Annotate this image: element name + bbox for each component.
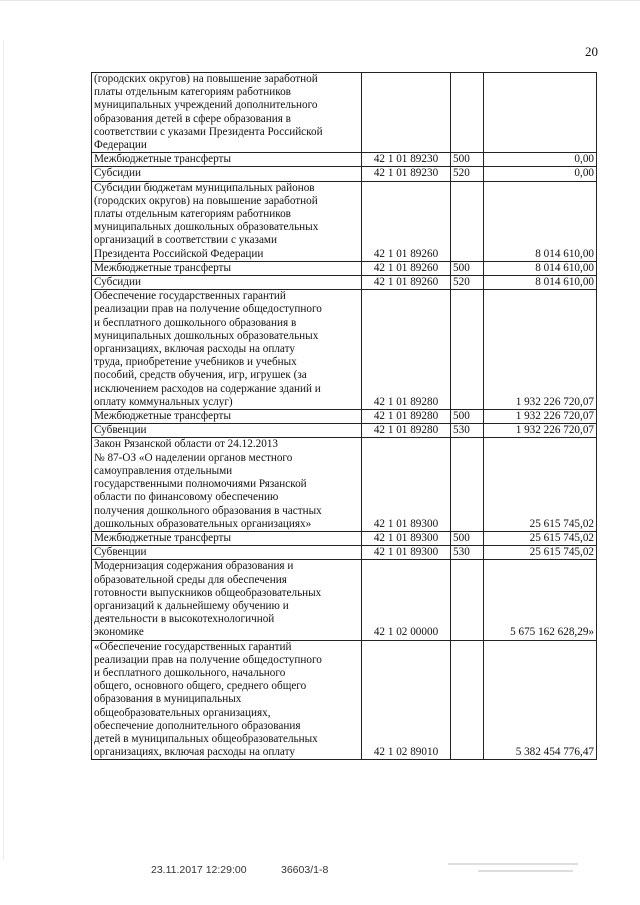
row-name: «Обеспечение государственных гарантий реализации прав на получение общедоступного и бесплатного дошкольного, начального общего, основного общего, среднего общего образования в муниципальных общеобразовательных организациях, обеспечение дополнительного образования детей в муниципальных общеобразовательных организациях, включая расходы на оплату <box>92 640 362 760</box>
row-name: (городских округов) на повышение заработной платы отдельным категориям работников муниципальных учреждений дополнительного образования детей в сфере образования в соответствии с указами Президента Российской Федерации <box>92 73 362 153</box>
table-row <box>92 153 597 167</box>
row-code: 42 1 01 89300 <box>362 531 451 545</box>
row-kind: 500 <box>451 153 484 167</box>
row-code: 42 1 01 89280 <box>362 290 451 410</box>
footer-date: 23.11.2017 12:29:00 <box>151 864 247 876</box>
row-name: Модернизация содержания образования и образовательной среды для обеспечения готовности выпускников общеобразовательных организаций к дальнейшему обучению и деятельности в высокотехнологичной экономике <box>92 560 362 640</box>
row-sum: 25 615 745,02 <box>484 531 597 545</box>
table-row <box>92 546 597 560</box>
row-kind <box>451 73 484 153</box>
row-sum: 8 014 610,00 <box>484 181 597 261</box>
row-name: Субсидии <box>92 276 362 290</box>
row-kind <box>451 560 484 640</box>
table-row <box>92 531 597 545</box>
row-kind: 530 <box>451 546 484 560</box>
row-code <box>362 73 451 153</box>
table-row <box>92 167 597 181</box>
row-kind <box>451 438 484 531</box>
row-code: 42 1 01 89260 <box>362 276 451 290</box>
row-code: 42 1 01 89230 <box>362 167 451 181</box>
row-code: 42 1 01 89300 <box>362 438 451 531</box>
table-row <box>92 560 597 640</box>
faint-stamp <box>448 858 588 882</box>
row-name: Субвенции <box>92 546 362 560</box>
row-name: Межбюджетные трансферты <box>92 410 362 424</box>
row-kind: 530 <box>451 424 484 438</box>
row-name: Межбюджетные трансферты <box>92 531 362 545</box>
row-code: 42 1 01 89300 <box>362 546 451 560</box>
row-kind <box>451 640 484 760</box>
row-name: Субвенции <box>92 424 362 438</box>
table-row <box>92 640 597 760</box>
row-sum: 0,00 <box>484 153 597 167</box>
row-code: 42 1 02 00000 <box>362 560 451 640</box>
table-row <box>92 410 597 424</box>
row-kind: 520 <box>451 167 484 181</box>
row-code: 42 1 01 89260 <box>362 181 451 261</box>
row-name: Субсидии бюджетам муниципальных районов (городских округов) на повышение заработной платы отдельным категориям работников муниципальных дошкольных образовательных организаций в соответствии с указами Президента Российской Федерации <box>92 181 362 261</box>
table-row <box>92 261 597 275</box>
row-sum: 1 932 226 720,07 <box>484 290 597 410</box>
row-sum: 8 014 610,00 <box>484 261 597 275</box>
row-sum: 5 675 162 628,29» <box>484 560 597 640</box>
row-sum: 8 014 610,00 <box>484 276 597 290</box>
scan-mark-top <box>0 0 640 1</box>
row-kind: 500 <box>451 410 484 424</box>
row-sum: 1 932 226 720,07 <box>484 424 597 438</box>
table-row <box>92 424 597 438</box>
row-code: 42 1 01 89260 <box>362 261 451 275</box>
row-code: 42 1 02 89010 <box>362 640 451 760</box>
row-sum: 5 382 454 776,47 <box>484 640 597 760</box>
table-row <box>92 73 597 153</box>
row-code: 42 1 01 89230 <box>362 153 451 167</box>
budget-table <box>91 72 597 760</box>
row-sum: 25 615 745,02 <box>484 438 597 531</box>
page-number: 20 <box>585 44 598 59</box>
row-kind: 500 <box>451 261 484 275</box>
table-row <box>92 438 597 531</box>
row-kind <box>451 290 484 410</box>
row-code: 42 1 01 89280 <box>362 424 451 438</box>
row-name: Закон Рязанской области от 24.12.2013 № 87-ОЗ «О наделении органов местного самоуправления отдельными государственными полномочиями Рязанской области по финансовому обеспечению получения дошкольного образования в частных дошкольных образовательных организациях» <box>92 438 362 531</box>
table-row <box>92 290 597 410</box>
row-name: Межбюджетные трансферты <box>92 261 362 275</box>
footer-doc-number: 36603/1-8 <box>281 864 329 876</box>
table-row <box>92 181 597 261</box>
row-sum: 0,00 <box>484 167 597 181</box>
row-code: 42 1 01 89280 <box>362 410 451 424</box>
scan-mark-left <box>3 40 4 860</box>
row-sum: 1 932 226 720,07 <box>484 410 597 424</box>
row-sum: 25 615 745,02 <box>484 546 597 560</box>
row-sum <box>484 73 597 153</box>
row-kind <box>451 181 484 261</box>
row-name: Субсидии <box>92 167 362 181</box>
row-kind: 520 <box>451 276 484 290</box>
row-name: Обеспечение государственных гарантий реализации прав на получение общедоступного и бесплатного дошкольного образования в муниципальных дошкольных образовательных организациях, включая расходы на оплату труда, приобретение учебников и учебных пособий, средств обучения, игр, игрушек (за исключением расходов на содержание зданий и оплату коммунальных услуг) <box>92 290 362 410</box>
row-kind: 500 <box>451 531 484 545</box>
table-row <box>92 276 597 290</box>
row-name: Межбюджетные трансферты <box>92 153 362 167</box>
